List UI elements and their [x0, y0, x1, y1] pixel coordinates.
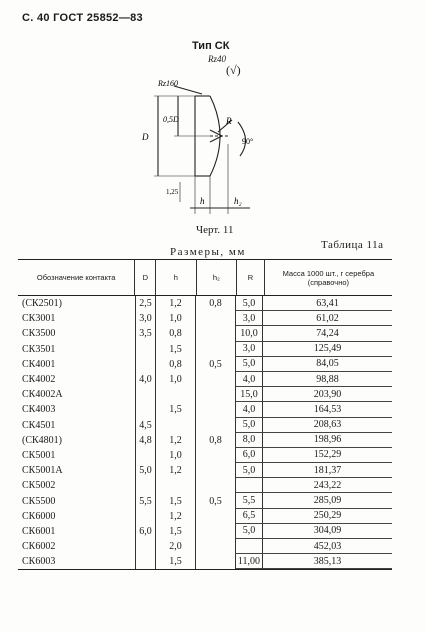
table-cell: 1,0 — [156, 448, 196, 463]
table-cell: 1,2 — [156, 463, 196, 478]
table-cell: 3,5 — [136, 326, 156, 341]
table-cell: 3,0 — [236, 311, 263, 326]
table-cell: 5,0 — [236, 296, 263, 311]
table-row — [18, 311, 392, 326]
table-cell: СК4002 — [18, 372, 136, 387]
table-cell: 0,5 — [196, 357, 236, 372]
table-cell: 8,0 — [236, 433, 263, 448]
table-row — [18, 296, 392, 311]
table-cell: 4,8 — [136, 433, 156, 448]
h-label: h — [200, 196, 205, 206]
table-cell — [196, 524, 236, 539]
header-cell: h — [156, 260, 196, 295]
table-cell: 10,0 — [236, 326, 263, 341]
table-row — [18, 524, 392, 539]
table-cell — [196, 463, 236, 478]
table-cell: 2,0 — [156, 539, 196, 554]
table-cell — [136, 342, 156, 357]
table-cell — [196, 448, 236, 463]
table-cell — [196, 509, 236, 524]
table-cell — [196, 402, 236, 417]
table-row — [18, 402, 392, 417]
table-cell: 61,02 — [263, 311, 392, 326]
table-cell: 74,24 — [263, 326, 392, 341]
chamfer-label: 1,25 — [166, 188, 179, 196]
r-label: R — [226, 116, 232, 126]
table-cell: СК6003 — [18, 554, 136, 569]
table-cell: 385,13 — [263, 554, 392, 569]
angle-label: 90° — [242, 137, 254, 146]
h2-label: h₂ — [234, 196, 242, 206]
dimensions-table — [18, 259, 392, 570]
table-cell: 6,0 — [136, 524, 156, 539]
table-cell: 1,5 — [156, 342, 196, 357]
table-cell: СК5001 — [18, 448, 136, 463]
table-cell: 1,0 — [156, 372, 196, 387]
table-row — [18, 387, 392, 402]
header-cell: h₂ — [197, 260, 237, 295]
table-bottom-rule — [18, 569, 392, 570]
table-cell — [156, 418, 196, 433]
table-cell: 5,0 — [236, 463, 263, 478]
table-cell: 11,00 — [236, 554, 263, 569]
table-cell: 5,0 — [236, 524, 263, 539]
table-header — [18, 259, 392, 296]
table-cell: 250,29 — [263, 509, 392, 524]
table-cell — [196, 311, 236, 326]
table-cell: 6,5 — [236, 509, 263, 524]
table-cell: 0,8 — [196, 296, 236, 311]
table-cell — [136, 478, 156, 493]
table-subtitle: Размеры, мм — [170, 246, 246, 258]
table-cell: 98,88 — [263, 372, 392, 387]
table-cell: 203,90 — [263, 387, 392, 402]
d-label: D — [142, 132, 149, 142]
table-row — [18, 539, 392, 554]
table-cell: СК4002А — [18, 387, 136, 402]
table-cell — [136, 448, 156, 463]
roughness-symbol: (√) — [226, 63, 241, 77]
roughness-label: Rz40 — [208, 54, 226, 64]
table-cell: 5,5 — [236, 493, 263, 508]
table-row — [18, 326, 392, 341]
table-cell: 243,22 — [263, 478, 392, 493]
table-cell: 63,41 — [263, 296, 392, 311]
table-row — [18, 493, 392, 508]
table-cell: 0,8 — [156, 357, 196, 372]
table-label: Таблица 11а — [321, 239, 384, 251]
table-cell: СК4501 — [18, 418, 136, 433]
table-cell: 2,5 — [136, 296, 156, 311]
table-cell — [136, 539, 156, 554]
table-cell: 208,63 — [263, 418, 392, 433]
table-cell: (СК4801) — [18, 433, 136, 448]
table-cell: 4,0 — [236, 402, 263, 417]
table-cell: 125,49 — [263, 342, 392, 357]
table-row — [18, 433, 392, 448]
table-cell: 152,29 — [263, 448, 392, 463]
table-cell: СК5001А — [18, 463, 136, 478]
table-cell: СК3001 — [18, 311, 136, 326]
table-cell: СК5500 — [18, 493, 136, 508]
table-row — [18, 554, 392, 569]
table-cell — [136, 509, 156, 524]
table-cell: 1,2 — [156, 509, 196, 524]
table-cell: 164,53 — [263, 402, 392, 417]
table-cell — [196, 418, 236, 433]
table-cell — [156, 478, 196, 493]
table-cell: 1,0 — [156, 311, 196, 326]
table-cell: 3,0 — [136, 311, 156, 326]
technical-drawing — [130, 74, 290, 224]
table-cell: 4,0 — [136, 372, 156, 387]
table-cell: 4,0 — [236, 372, 263, 387]
table-cell: (СК2501) — [18, 296, 136, 311]
table-row — [18, 342, 392, 357]
table-cell: СК6002 — [18, 539, 136, 554]
table-cell: СК3501 — [18, 342, 136, 357]
table-cell: 5,0 — [236, 357, 263, 372]
table-cell: СК5002 — [18, 478, 136, 493]
rz160-label: Rz160 — [158, 79, 178, 88]
table-cell — [196, 326, 236, 341]
table-row — [18, 372, 392, 387]
table-row — [18, 478, 392, 493]
table-cell: 181,37 — [263, 463, 392, 478]
table-cell — [196, 372, 236, 387]
table-row — [18, 418, 392, 433]
header-cell: R — [237, 260, 265, 295]
drawing-caption: Черт. 11 — [196, 224, 234, 236]
page-header: С. 40 ГОСТ 25852—83 — [22, 12, 143, 24]
table-cell: 5,0 — [136, 463, 156, 478]
table-cell — [196, 342, 236, 357]
table-cell: 198,96 — [263, 433, 392, 448]
table-row — [18, 448, 392, 463]
table-row — [18, 509, 392, 524]
table-cell: СК4001 — [18, 357, 136, 372]
table-body — [18, 296, 392, 569]
table-cell — [136, 357, 156, 372]
half-d-label: 0,5D — [163, 115, 179, 124]
table-cell — [196, 387, 236, 402]
type-title: Тип СК — [192, 40, 230, 52]
table-cell: 5,5 — [136, 493, 156, 508]
table-cell — [136, 554, 156, 569]
table-cell: СК6000 — [18, 509, 136, 524]
header-cell: D — [135, 260, 156, 295]
table-cell: 1,2 — [156, 296, 196, 311]
table-cell: СК3500 — [18, 326, 136, 341]
table-cell: 0,5 — [196, 493, 236, 508]
table-cell — [236, 539, 263, 554]
table-cell: 1,5 — [156, 524, 196, 539]
table-cell: 304,09 — [263, 524, 392, 539]
table-cell: 285,09 — [263, 493, 392, 508]
table-cell — [156, 387, 196, 402]
table-cell: 452,03 — [263, 539, 392, 554]
table-cell: 1,5 — [156, 402, 196, 417]
table-cell: 3,0 — [236, 342, 263, 357]
table-row — [18, 463, 392, 478]
table-cell: 15,0 — [236, 387, 263, 402]
table-row — [18, 357, 392, 372]
table-cell: 4,5 — [136, 418, 156, 433]
header-cell: Масса 1000 шт., г серебра (справочно) — [282, 268, 375, 287]
header-cell: Обозначение контакта — [18, 260, 135, 295]
table-cell: 0,8 — [156, 326, 196, 341]
table-cell — [236, 478, 263, 493]
table-cell: СК4003 — [18, 402, 136, 417]
table-cell — [196, 554, 236, 569]
table-cell: 1,2 — [156, 433, 196, 448]
table-cell: 84,05 — [263, 357, 392, 372]
table-cell: 6,0 — [236, 448, 263, 463]
table-cell: 1,5 — [156, 554, 196, 569]
table-cell: 0,8 — [196, 433, 236, 448]
table-cell — [196, 539, 236, 554]
table-cell — [196, 478, 236, 493]
table-cell — [136, 402, 156, 417]
table-cell — [136, 387, 156, 402]
table-cell: 1,5 — [156, 493, 196, 508]
table-cell: СК6001 — [18, 524, 136, 539]
table-cell: 5,0 — [236, 418, 263, 433]
